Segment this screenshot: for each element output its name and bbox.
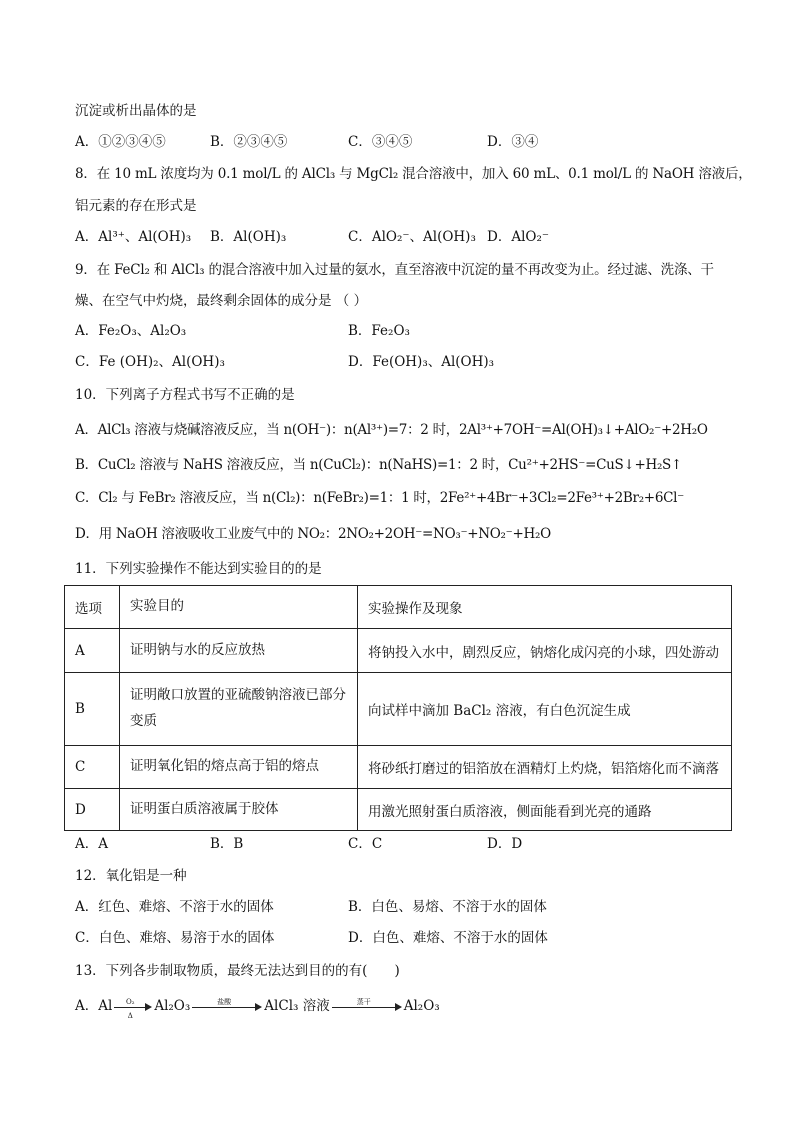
q12-option-b: B．白色、易熔、不溶于水的固体: [348, 899, 547, 915]
q12-option-c: C．白色、难熔、易溶于水的固体: [75, 930, 275, 946]
q12-option-a: A．红色、难熔、不溶于水的固体: [75, 899, 274, 915]
q13-stem: 13．下列各步制取物质，最终无法达到目的的有( ): [75, 963, 400, 979]
row-d-option: D: [65, 789, 120, 831]
reaction-arrow-1: [114, 997, 152, 1020]
row-b-option: B: [65, 673, 120, 746]
q8-option-c: C．AlO₂⁻、Al(OH)₃: [348, 229, 476, 245]
q7-option-d: D．③④: [487, 134, 539, 150]
row-c-option: C: [65, 746, 120, 789]
q11-option-b: B．B: [210, 836, 244, 852]
row-c-operation: 将砂纸打磨过的铝箔放在酒精灯上灼烧，铝箔熔化而不滴落: [358, 746, 732, 789]
row-c-purpose: 证明氧化铝的熔点高于铝的熔点: [120, 746, 358, 789]
q8-line-1: 8．在 10 mL 浓度均为 0.1 mol/L 的 AlCl₃ 与 MgCl₂ 混合溶液中，加入 60 mL、0.1 mol/L 的 NaOH 溶液后，: [75, 166, 752, 182]
row-d-purpose: 证明蛋白质溶液属于胶体: [120, 789, 358, 831]
q7-option-b: B．②③④⑤: [210, 134, 288, 150]
q9-line-1: 9．在 FeCl₂ 和 AlCl₃ 的混合溶液中加入过量的氨水，直至溶液中沉淀的量不再改变为止。经过滤、洗涤、干: [75, 262, 714, 278]
row-d-operation: 用激光照射蛋白质溶液，侧面能看到光亮的通路: [358, 789, 732, 831]
q7-option-c: C．③④⑤: [348, 134, 413, 150]
reaction-arrow-2: [192, 997, 262, 1012]
q8-option-b: B．Al(OH)₃: [210, 229, 287, 245]
header-operation: 实验操作及现象: [358, 586, 732, 629]
table-row: [65, 673, 732, 746]
q10-option-c: C．Cl₂ 与 FeBr₂ 溶液反应，当 n(Cl₂)：n(FeBr₂)=1：1 时，2Fe²⁺+4Br⁻+3Cl₂=2Fe³⁺+2Br₂+6Cl⁻: [75, 490, 684, 506]
q13-product-3: Al₂O₃: [403, 998, 440, 1014]
row-a-operation: 将钠投入水中，剧烈反应，钠熔化成闪亮的小球，四处游动: [358, 629, 732, 673]
row-b-operation: 向试样中滴加 BaCl₂ 溶液，有白色沉淀生成: [358, 673, 732, 746]
q13-product-2: AlCl₃ 溶液: [264, 998, 330, 1014]
table-header-row: [65, 586, 732, 629]
reaction-arrow-3: [332, 997, 402, 1012]
q9-option-a: A．Fe₂O₃、Al₂O₃: [75, 323, 187, 339]
arrow-1-bottom-label: Δ: [127, 1011, 133, 1020]
arrow-3-top-label: 蒸干: [356, 997, 371, 1006]
q11-option-a: A．A: [75, 836, 108, 852]
q7-option-a: A．①②③④⑤: [75, 134, 166, 150]
q12-option-d: D．白色、难熔、不溶于水的固体: [348, 930, 548, 946]
row-b-purpose: 证明敞口放置的亚硫酸钠溶液已部分变质: [120, 673, 358, 746]
q9-option-d: D．Fe(OH)₃、Al(OH)₃: [348, 354, 495, 370]
table-row: [65, 789, 732, 831]
q13-a-prefix: A．Al: [75, 998, 113, 1014]
row-a-purpose: 证明钠与水的反应放热: [120, 629, 358, 673]
q8-option-a: A．Al³⁺、Al(OH)₃: [75, 229, 192, 245]
q13-option-a: [75, 997, 440, 1020]
q11-option-d: D．D: [487, 836, 523, 852]
q11-option-c: C．C: [348, 836, 383, 852]
q8-line-2: 铝元素的存在形式是: [75, 198, 197, 214]
header-purpose: 实验目的: [120, 586, 358, 629]
q10-option-d: D．用 NaOH 溶液吸收工业废气中的 NO₂：2NO₂+2OH⁻=NO₃⁻+NO₂⁻+H₂O: [75, 526, 551, 542]
header-option: 选项: [65, 586, 120, 629]
q10-option-a: A．AlCl₃ 溶液与烧碱溶液反应，当 n(OH⁻)：n(Al³⁺)=7：2 时，2Al³⁺+7OH⁻=Al(OH)₃↓+AlO₂⁻+2H₂O: [75, 422, 708, 438]
q11-table: [64, 585, 732, 831]
q10-option-b: B．CuCl₂ 溶液与 NaHS 溶液反应，当 n(CuCl₂)：n(NaHS)=1：2 时，Cu²⁺+2HS⁻=CuS↓+H₂S↑: [75, 457, 683, 473]
arrow-2-top-label: 盐酸: [217, 997, 232, 1006]
q9-option-b: B．Fe₂O₃: [348, 323, 410, 339]
q12-stem: 12．氧化铝是一种: [75, 868, 187, 884]
arrow-1-top-label: O₂: [126, 997, 135, 1006]
q8-option-d: D．AlO₂⁻: [487, 229, 549, 245]
q10-stem: 10．下列离子方程式书写不正确的是: [75, 387, 295, 403]
q13-product-1: Al₂O₃: [154, 998, 191, 1014]
table-row: [65, 629, 732, 673]
q7-tail-text: 沉淀或析出晶体的是: [75, 103, 197, 119]
table-row: [65, 746, 732, 789]
row-a-option: A: [65, 629, 120, 673]
q9-line-2: 燥、在空气中灼烧，最终剩余固体的成分是 （ ）: [75, 293, 368, 309]
q9-option-c: C．Fe (OH)₂、Al(OH)₃: [75, 354, 225, 370]
q11-stem: 11．下列实验操作不能达到实验目的的是: [75, 561, 322, 577]
